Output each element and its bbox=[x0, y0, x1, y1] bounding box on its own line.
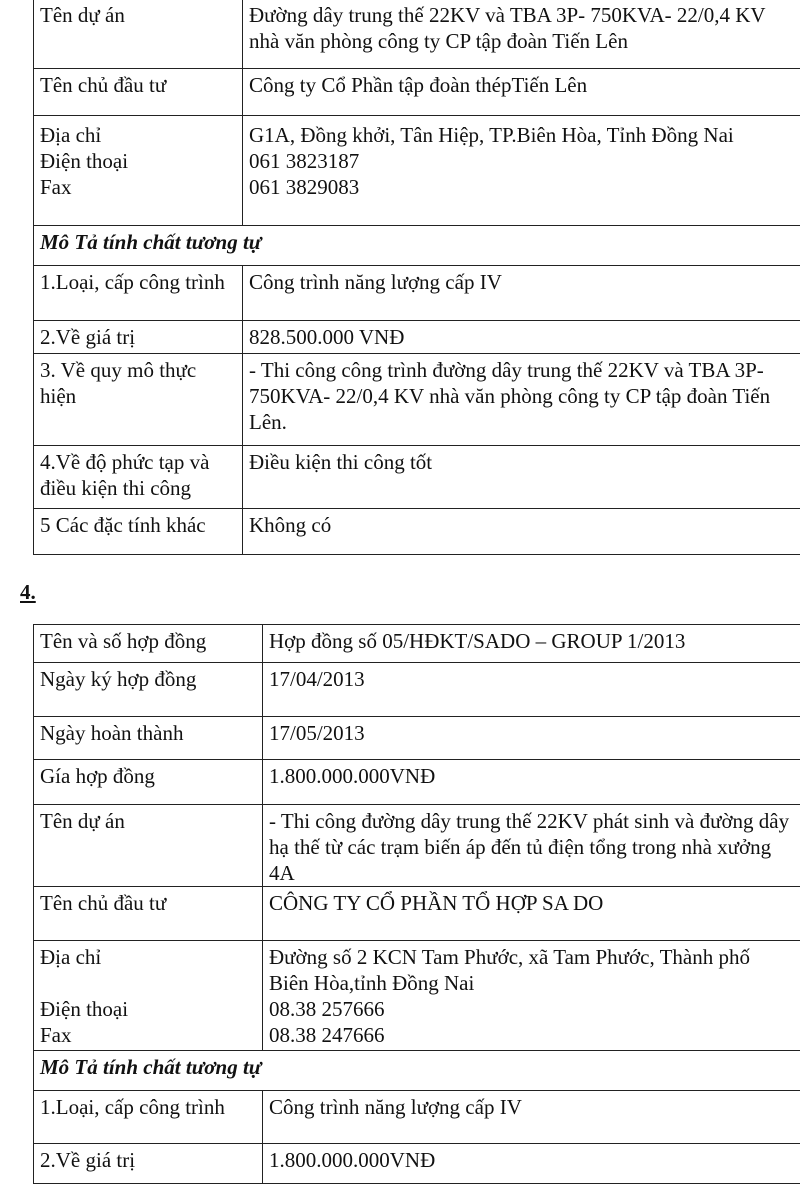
row-label: 4.Về độ phức tạp và điều kiện thi công bbox=[34, 446, 243, 509]
phone-label: Điện thoại bbox=[40, 997, 129, 1021]
row-label: 2.Về giá trị bbox=[34, 1144, 263, 1184]
table-row bbox=[34, 446, 800, 509]
address-label: Địa chỉ bbox=[40, 123, 102, 147]
phone-value: 08.38 257666 bbox=[269, 997, 385, 1021]
phone-label: Điện thoại bbox=[40, 149, 129, 173]
contact-labels bbox=[34, 941, 263, 1051]
table-row bbox=[34, 887, 800, 941]
project-table-2 bbox=[33, 624, 800, 1184]
address-value: Đường số 2 KCN Tam Phước, xã Tam Phước, Thành phố Biên Hòa,tỉnh Đồng Nai bbox=[269, 945, 751, 995]
table-row bbox=[34, 354, 800, 446]
fax-value: 08.38 247666 bbox=[269, 1023, 385, 1047]
table-row bbox=[34, 1144, 800, 1184]
table-row bbox=[34, 226, 800, 266]
row-value: Điều kiện thi công tốt bbox=[243, 446, 800, 509]
row-value: Công ty Cổ Phần tập đoàn thépTiến Lên bbox=[243, 69, 800, 116]
row-value: Công trình năng lượng cấp IV bbox=[243, 266, 800, 321]
row-label: Tên dự án bbox=[34, 0, 243, 69]
section-heading: Mô Tả tính chất tương tự bbox=[34, 226, 800, 266]
section-heading: Mô Tả tính chất tương tự bbox=[34, 1051, 800, 1091]
row-value: - Thi công đường dây trung thế 22KV phát sinh và đường dây hạ thế từ các trạm biến áp đến tủ điện tổng trong nhà xưởng 4A bbox=[263, 805, 800, 887]
row-value: 17/04/2013 bbox=[263, 663, 800, 717]
project-table-1 bbox=[33, 0, 800, 555]
row-value: Không có bbox=[243, 509, 800, 555]
row-label: Tên chủ đầu tư bbox=[34, 69, 243, 116]
row-label: Tên chủ đầu tư bbox=[34, 887, 263, 941]
row-label: Ngày hoàn thành bbox=[34, 717, 263, 760]
contact-values bbox=[263, 941, 800, 1051]
table-row bbox=[34, 321, 800, 354]
row-value: Đường dây trung thế 22KV và TBA 3P- 750KVA- 22/0,4 KV nhà văn phòng công ty CP tập đoàn Tiến Lên bbox=[243, 0, 800, 69]
table-row bbox=[34, 760, 800, 805]
fax-label: Fax bbox=[40, 175, 72, 199]
phone-value: 061 3823187 bbox=[249, 149, 360, 173]
table-row bbox=[34, 717, 800, 760]
row-label: Tên dự án bbox=[34, 805, 263, 887]
row-value: 1.800.000.000VNĐ bbox=[263, 1144, 800, 1184]
section-number: 4. bbox=[20, 580, 36, 604]
table-row bbox=[34, 0, 800, 69]
row-label: Ngày ký hợp đồng bbox=[34, 663, 263, 717]
row-value: 828.500.000 VNĐ bbox=[243, 321, 800, 354]
row-value: 17/05/2013 bbox=[263, 717, 800, 760]
row-label: 1.Loại, cấp công trình bbox=[34, 266, 243, 321]
row-label: 3. Về quy mô thực hiện bbox=[34, 354, 243, 446]
table-row bbox=[34, 625, 800, 663]
fax-value: 061 3829083 bbox=[249, 175, 360, 199]
table-row bbox=[34, 266, 800, 321]
table-row bbox=[34, 1091, 800, 1144]
row-label: 2.Về giá trị bbox=[34, 321, 243, 354]
table-row bbox=[34, 805, 800, 887]
address-label: Địa chỉ bbox=[40, 945, 102, 969]
row-label: Gía hợp đồng bbox=[34, 760, 263, 805]
row-label: Tên và số hợp đồng bbox=[34, 625, 263, 663]
table-row bbox=[34, 663, 800, 717]
contact-labels bbox=[34, 116, 243, 226]
table-row bbox=[34, 69, 800, 116]
row-value: Hợp đồng số 05/HĐKT/SADO – GROUP 1/2013 bbox=[263, 625, 800, 663]
row-value: CÔNG TY CỔ PHẦN TỔ HỢP SA DO bbox=[263, 887, 800, 941]
address-value: G1A, Đồng khởi, Tân Hiệp, TP.Biên Hòa, Tỉnh Đồng Nai bbox=[249, 123, 734, 147]
row-value: 1.800.000.000VNĐ bbox=[263, 760, 800, 805]
table-row bbox=[34, 116, 800, 226]
row-value: - Thi công công trình đường dây trung thế 22KV và TBA 3P- 750KVA- 22/0,4 KV nhà văn phòng công ty CP tập đoàn Tiến Lên. bbox=[243, 354, 800, 446]
contact-values bbox=[243, 116, 800, 226]
row-label: 1.Loại, cấp công trình bbox=[34, 1091, 263, 1144]
table-row bbox=[34, 941, 800, 1051]
fax-label: Fax bbox=[40, 1023, 72, 1047]
table-row bbox=[34, 509, 800, 555]
row-value: Công trình năng lượng cấp IV bbox=[263, 1091, 800, 1144]
table-row bbox=[34, 1051, 800, 1091]
row-label: 5 Các đặc tính khác bbox=[34, 509, 243, 555]
